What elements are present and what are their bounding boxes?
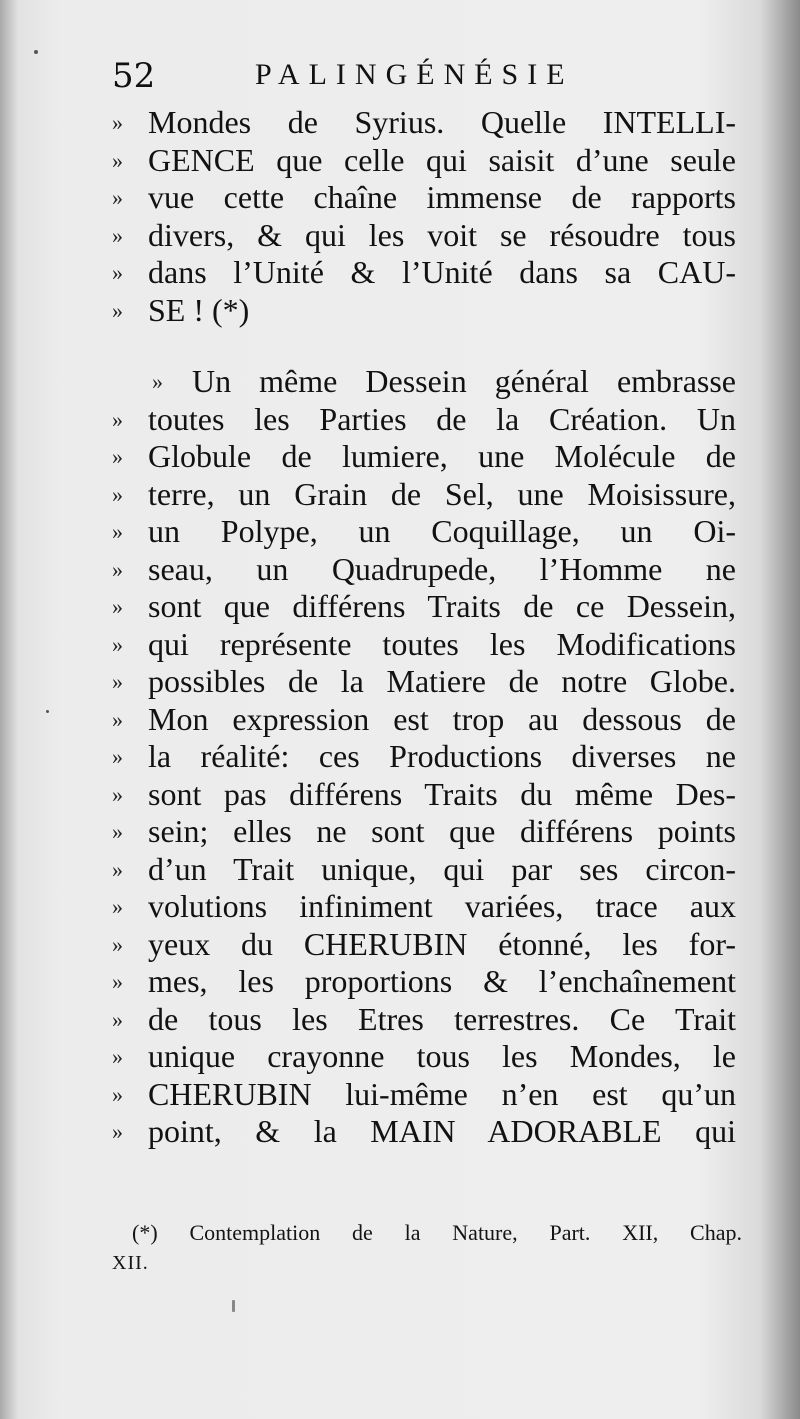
footnote (112, 1218, 742, 1278)
quote-mark: » (112, 1081, 123, 1107)
text-line (112, 738, 736, 776)
quote-mark: » (112, 110, 123, 135)
quote-mark: » (112, 894, 123, 919)
text-line (112, 104, 736, 142)
quote-mark: » (112, 1044, 123, 1069)
line-text: SE ! (*) (148, 291, 250, 328)
quote-mark: » (112, 147, 123, 173)
quote-mark: » (112, 519, 123, 544)
text-line (112, 551, 736, 589)
line-text: qui représente toutes les Modifications (148, 625, 736, 662)
page-header (112, 56, 752, 100)
text-line (112, 1038, 736, 1076)
quote-mark: » (112, 706, 123, 732)
text-line (112, 1113, 736, 1151)
text-line (112, 851, 736, 889)
text-line (112, 476, 736, 514)
line-text: mes, les proportions & l’enchaînement (148, 963, 736, 999)
line-text: sein; elles ne sont que différens points (148, 813, 736, 849)
quote-mark: » (112, 631, 123, 657)
text-line (112, 217, 736, 255)
line-text: de tous les Etres terrestres. Ce Trait (148, 1000, 736, 1037)
text-line (112, 1001, 736, 1039)
text-line (112, 813, 736, 851)
footnote-line: (*) Contemplation de la Nature, Part. XII, Chap. (132, 1220, 742, 1245)
line-text: divers, & qui les voit se résoudre tous (148, 216, 736, 253)
line-text: Mondes de Syrius. Quelle INTELLI- (148, 104, 736, 140)
text-line (112, 292, 736, 330)
quote-mark: » (112, 444, 123, 469)
quote-mark: » (152, 369, 163, 394)
quote-mark: » (112, 669, 123, 694)
quote-mark: » (112, 556, 123, 582)
line-text: sont que différens Traits de ce Dessein, (148, 588, 736, 624)
quote-mark: » (112, 1119, 123, 1144)
text-line (112, 438, 736, 476)
page-number: 52 (112, 56, 156, 96)
line-text: yeux du CHERUBIN étonné, les for- (148, 925, 736, 962)
quote-mark: » (112, 406, 123, 432)
text-line (112, 363, 736, 401)
text-line (112, 776, 736, 814)
text-line (112, 401, 736, 439)
quote-mark: » (112, 856, 123, 882)
line-text: seau, un Quadrupede, l’Homme ne (148, 550, 736, 587)
footnote-line: XII. (112, 1252, 149, 1274)
text-line (112, 963, 736, 1001)
paper-speck (34, 50, 38, 54)
text-line (112, 588, 736, 626)
line-text: unique crayonne tous les Mondes, le (148, 1038, 736, 1074)
line-text: un Polype, un Coquillage, un Oi- (148, 513, 736, 549)
paper-speck (46, 710, 49, 713)
line-text: Mon expression est trop au dessous de (148, 700, 736, 737)
line-text: dans l’Unité & l’Unité dans sa CAU- (148, 254, 736, 290)
text-line (112, 626, 736, 664)
line-text: d’un Trait unique, qui par ses circon- (148, 850, 736, 887)
quote-mark: » (112, 185, 123, 210)
line-text: vue cette chaîne immense de rapports (148, 179, 736, 215)
paper-speck (232, 1300, 235, 1312)
text-line (112, 254, 736, 292)
body-text (112, 104, 736, 1151)
line-text: Globule de lumiere, une Molécule de (148, 438, 736, 474)
quote-mark: » (112, 297, 123, 323)
text-line (112, 513, 736, 551)
text-line (112, 1076, 736, 1114)
quote-mark: » (112, 969, 123, 994)
line-text: CHERUBIN lui-même n’en est qu’un (148, 1075, 736, 1112)
quote-mark: » (112, 781, 123, 807)
quote-mark: » (112, 222, 123, 248)
text-line (112, 888, 736, 926)
line-text: terre, un Grain de Sel, une Moisissure, (148, 475, 736, 512)
running-title: PALINGÉNÉSIE (255, 58, 574, 91)
line-text: la réalité: ces Productions diverses ne (148, 738, 736, 774)
quote-mark: » (112, 1006, 123, 1032)
line-text: possibles de la Matiere de notre Globe. (148, 663, 736, 699)
line-text: volutions infiniment variées, trace aux (148, 888, 736, 924)
line-text: point, & la MAIN ADORABLE qui (148, 1113, 736, 1149)
quote-mark: » (112, 594, 123, 619)
line-text: sont pas différens Traits du même Des- (148, 775, 736, 812)
quote-mark: » (112, 260, 123, 285)
text-line (112, 179, 736, 217)
text-line (112, 701, 736, 739)
line-text: toutes les Parties de la Création. Un (148, 400, 736, 437)
text-line (112, 142, 736, 180)
line-text: Un même Dessein général embrasse (192, 363, 736, 399)
quote-mark: » (112, 819, 123, 844)
text-line (112, 663, 736, 701)
quote-mark: » (112, 931, 123, 957)
quote-mark: » (112, 744, 123, 769)
line-text: GENCE que celle qui saisit d’une seule (148, 141, 736, 178)
text-line (112, 926, 736, 964)
quote-mark: » (112, 481, 123, 507)
